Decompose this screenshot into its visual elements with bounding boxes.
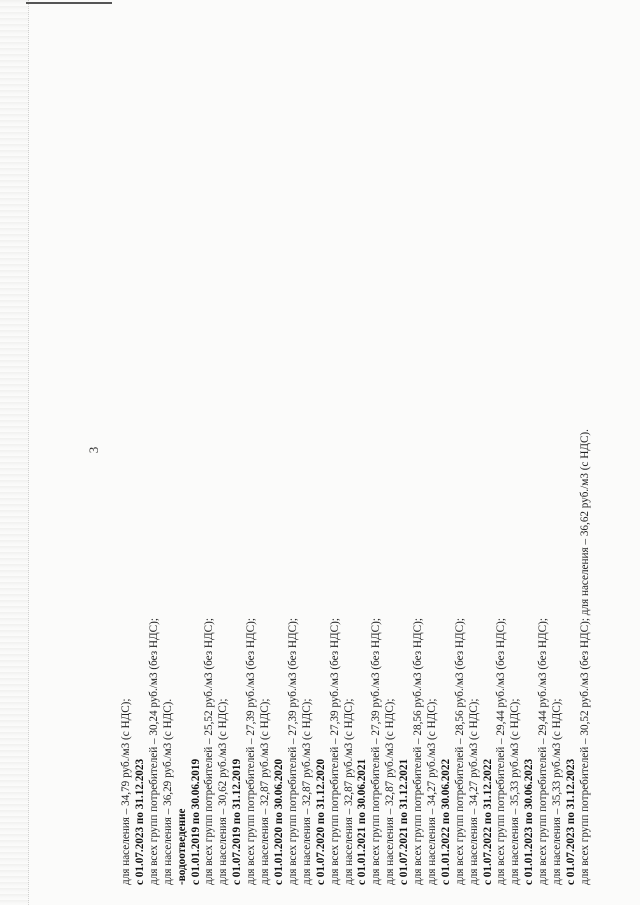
tariff-line: для населения – 30,62 руб./м3 (с НДС); [217, 698, 230, 885]
tariff-line: для населения – 32,87 руб./м3 (с НДС); [259, 698, 272, 885]
tariff-line: для всех групп потребителей – 29,44 руб./м3 (без НДС); [537, 618, 550, 885]
period-heading: с 01.07.2019 по 31.12.2019 [231, 758, 244, 885]
tariff-line: для всех групп потребителей – 28,56 руб./м3 (без НДС); [453, 618, 466, 885]
tariff-line: для населения – 36,29 руб./м3 (с НДС). [161, 698, 174, 885]
tariff-line: для населения – 34,27 руб./м3 (с НДС); [467, 698, 480, 885]
tariff-line: для всех групп потребителей – 27,39 руб./м3 (без НДС); [245, 618, 258, 885]
period-heading: с 01.07.2021 по 31.12.2021 [398, 758, 411, 885]
tariff-line: для всех групп потребителей – 27,39 руб./м3 (без НДС); [286, 618, 299, 885]
period-heading: с 01.01.2020 по 30.06.2020 [272, 758, 285, 885]
tariff-line: для всех групп потребителей – 27,39 руб./м3 (без НДС); [328, 618, 341, 885]
tariff-line: для всех групп потребителей – 30,24 руб./м3 (без НДС); [147, 618, 160, 885]
tariff-line: для всех групп потребителей – 29,44 руб./м3 (без НДС); [495, 618, 508, 885]
period-heading: с 01.07.2023 по 31.12.2023 [565, 758, 577, 885]
period-heading: с 01.07.2020 по 31.12.2020 [314, 758, 327, 885]
period-heading: с 01.07.2023 по 31.12.2023 [133, 758, 146, 885]
tariff-line: для населения – 32,87 руб./м3 (с НДС); [300, 698, 313, 885]
period-heading: с 01.01.2021 по 30.06.2021 [356, 758, 369, 885]
period-heading: -водоотведение [175, 808, 188, 885]
scan-edge-shadow [0, 0, 29, 905]
tariff-line: для населения – 32,87 руб./м3 (с НДС); [342, 698, 355, 885]
tariff-line: для всех групп потребителей – 28,56 руб./м3 (без НДС); [412, 618, 425, 885]
tariff-line: для всех групп потребителей – 27,39 руб./м3 (без НДС); [370, 618, 383, 885]
tariff-line: для населения – 35,33 руб./м3 (с НДС); [551, 698, 564, 885]
tariff-text-block [120, 105, 590, 885]
period-heading: с 01.01.2022 по 30.06.2022 [439, 758, 452, 885]
tariff-line: для населения – 35,33 руб./м3 (с НДС); [509, 698, 522, 885]
period-heading: с 01.01.2023 по 30.06.2023 [523, 758, 536, 885]
period-heading: с 01.07.2022 по 31.12.2022 [481, 758, 494, 885]
tariff-line: для всех групп потребителей – 25,52 руб./м3 (без НДС); [203, 618, 216, 885]
tariff-line: для населения – 34,79 руб./м3 (с НДС); [120, 698, 132, 885]
period-heading: с 01.01.2019 по 30.06.2019 [189, 758, 202, 885]
page-number: 3 [86, 446, 101, 454]
tariff-line: для населения – 34,27 руб./м3 (с НДС); [425, 698, 438, 885]
top-rule-line [26, 2, 112, 4]
tariff-line: для населения – 32,87 руб./м3 (с НДС); [384, 698, 397, 885]
tariff-line: для всех групп потребителей – 30,52 руб./м3 (без НДС); для населения – 36,62 руб./м3 (с НДС). [578, 429, 591, 885]
